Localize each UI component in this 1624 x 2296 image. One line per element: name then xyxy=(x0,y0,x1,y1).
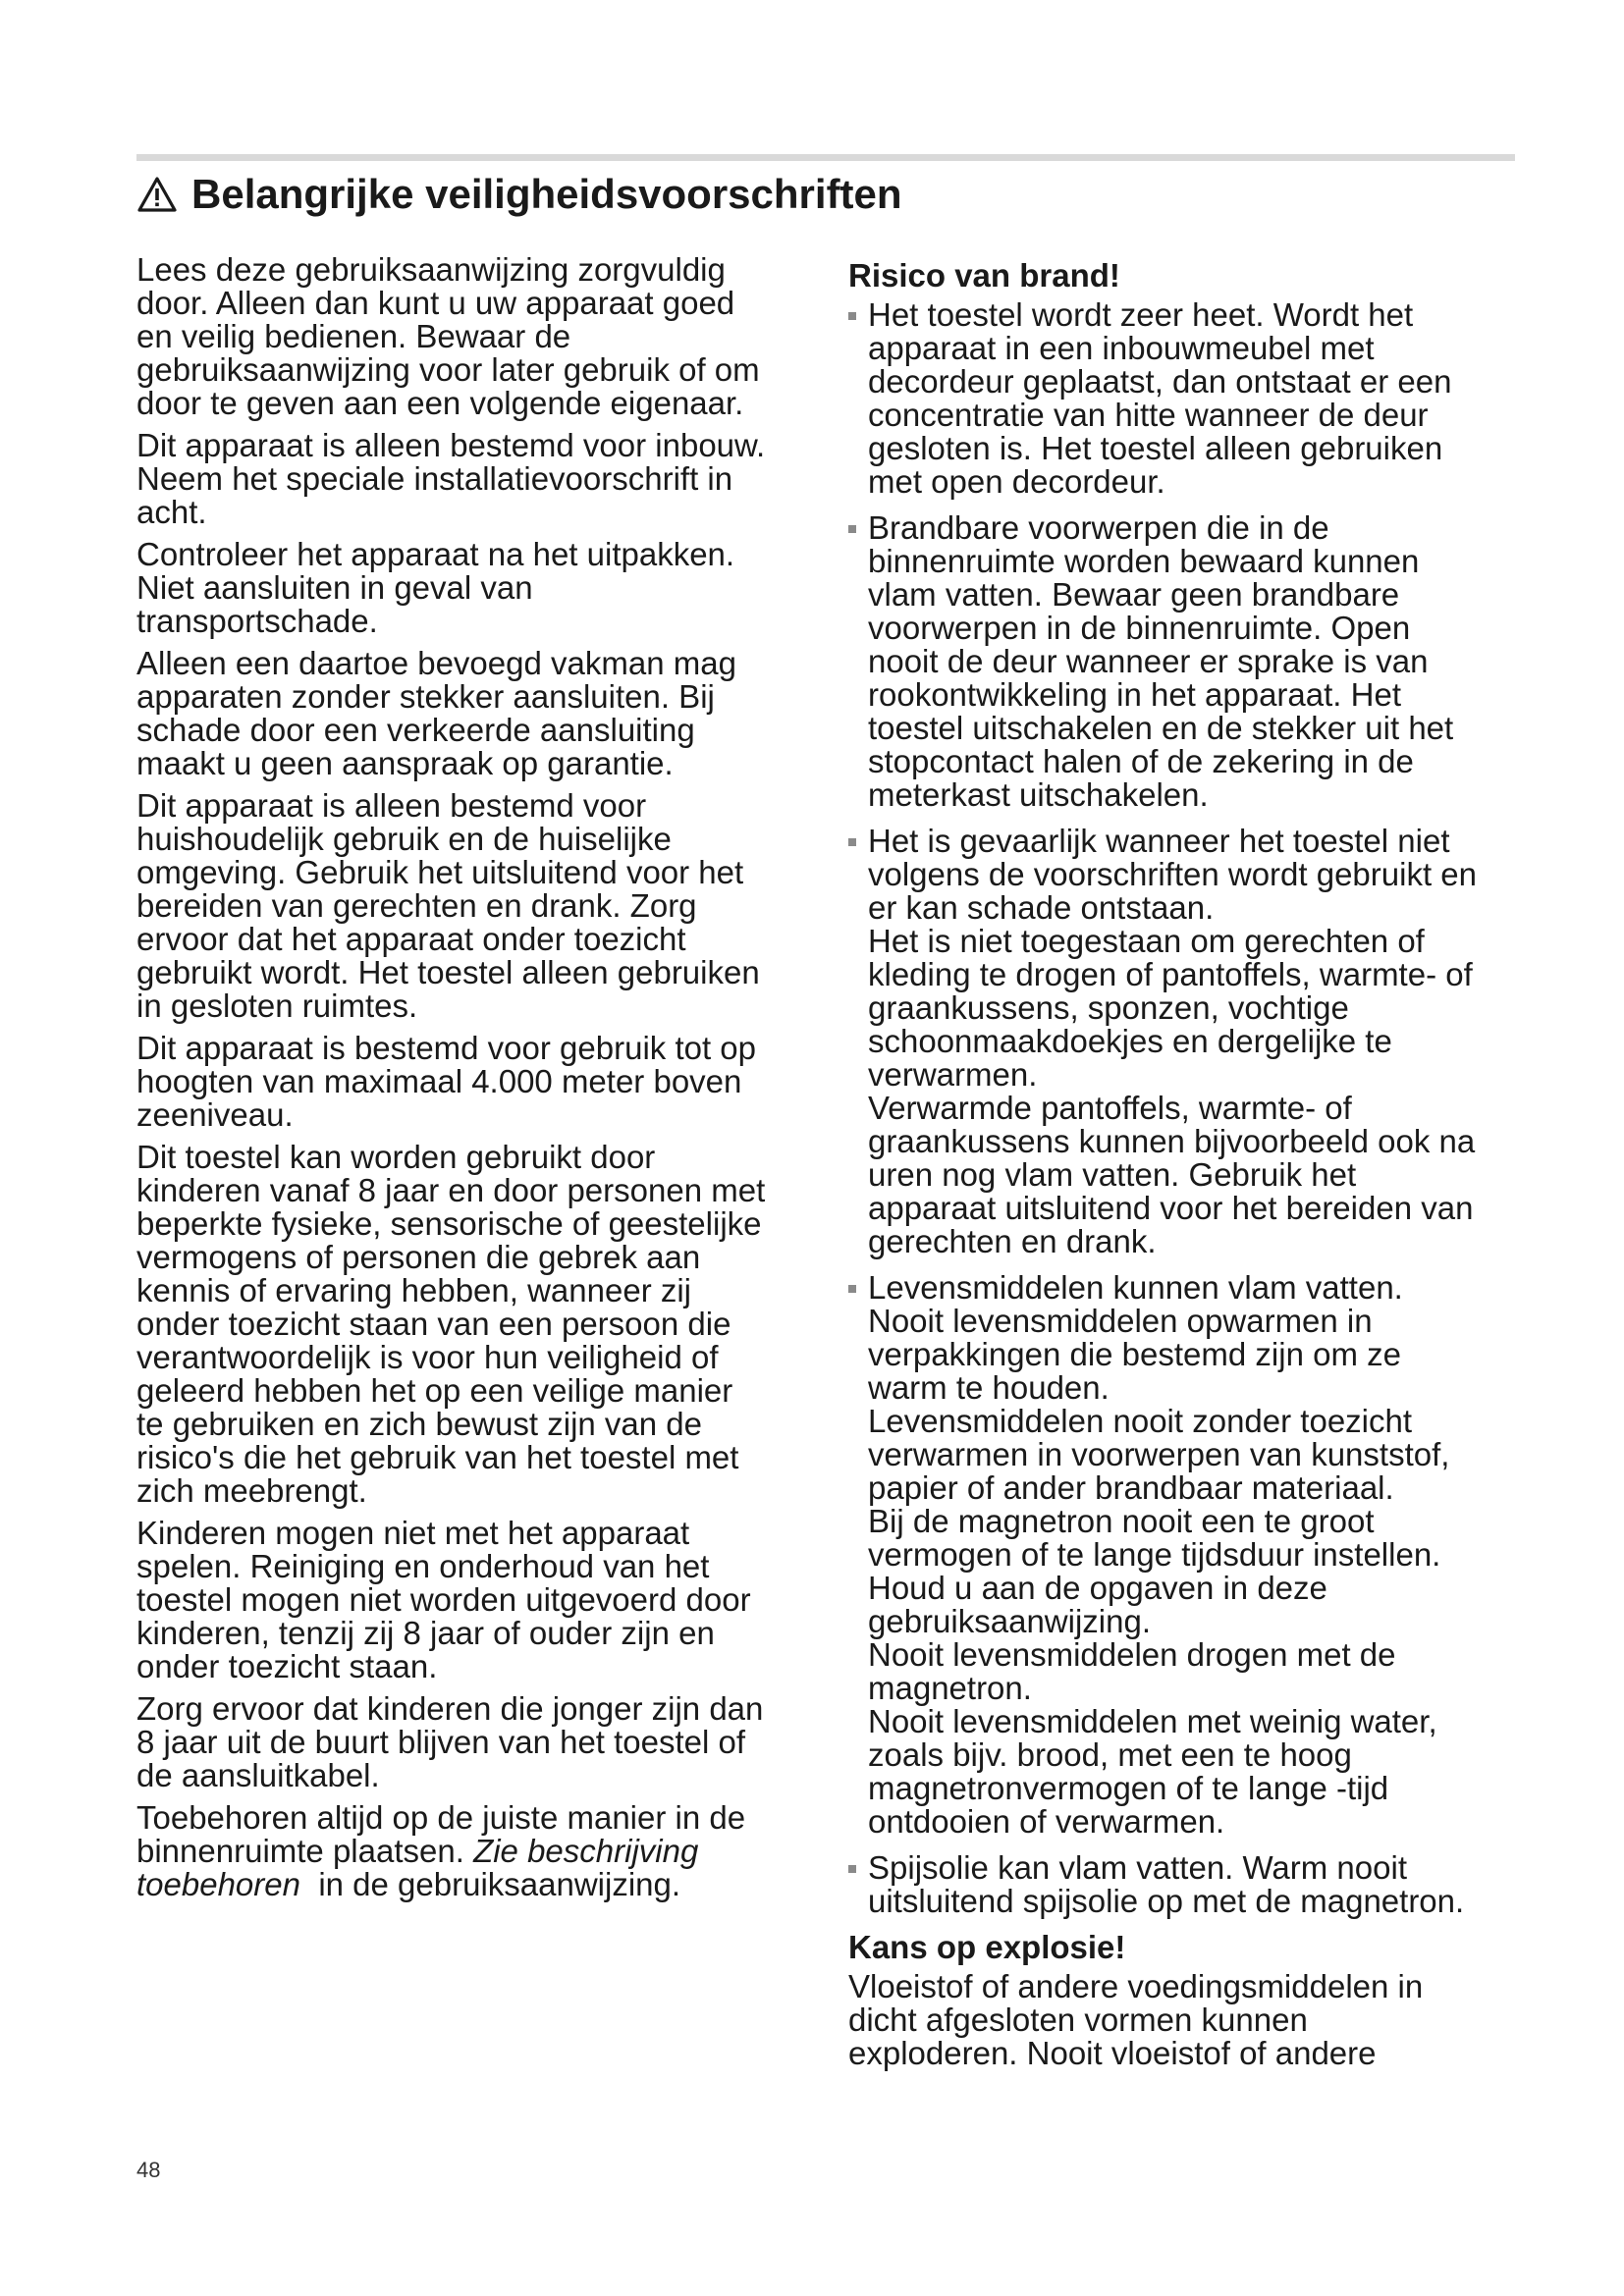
bullet-square-icon xyxy=(848,1285,856,1293)
text-line: beperkte fysieke, sensorische of geestelijke xyxy=(136,1205,762,1242)
text-line: Het is gevaarlijk wanneer het toestel niet xyxy=(868,823,1450,859)
text-line: Nooit levensmiddelen opwarmen in xyxy=(868,1303,1373,1339)
text-line: Het is niet toegestaan om gerechten of xyxy=(868,923,1425,959)
italic-reference: toebehoren xyxy=(136,1866,300,1902)
text-line: voorwerpen in de binnenruimte. Open xyxy=(868,610,1411,646)
text-line: uitsluitend spijsolie op met de magnetron. xyxy=(868,1883,1465,1919)
text-line: binnenruimte worden bewaard kunnen xyxy=(868,543,1420,579)
text-line: volgens de voorschriften wordt gebruikt en xyxy=(868,856,1478,892)
bullet-square-icon xyxy=(848,312,856,320)
text-line: hoogten van maximaal 4.000 meter boven xyxy=(136,1063,742,1099)
text-line: Zorg ervoor dat kinderen die jonger zijn dan xyxy=(136,1690,764,1727)
bullet-square-icon xyxy=(848,525,856,533)
text-line: gesloten is. Het toestel alleen gebruiken xyxy=(868,430,1443,466)
text-line: concentratie van hitte wanneer de deur xyxy=(868,397,1429,433)
text-line: rookontwikkeling in het apparaat. Het xyxy=(868,676,1401,713)
text-line: gebruiksaanwijzing. xyxy=(868,1603,1151,1639)
text-line: transportschade. xyxy=(136,603,378,639)
text-line xyxy=(136,1835,824,1868)
text-span: binnenruimte plaatsen. xyxy=(136,1833,474,1869)
text-line: gebruikt wordt. Het toestel alleen gebruiken xyxy=(136,954,760,990)
text-line: Het toestel wordt zeer heet. Wordt het xyxy=(868,296,1414,333)
text-line: Neem het speciale installatievoorschrift in xyxy=(136,460,733,497)
text-line: vermogen of te lange tijdsduur instellen. xyxy=(868,1536,1441,1573)
text-line: Bij de magnetron nooit een te groot xyxy=(868,1503,1375,1539)
bullet-item xyxy=(848,511,1516,812)
text-line: schoonmaakdoekjes en dergelijke te xyxy=(868,1023,1392,1059)
section-heading-fire: Risico van brand! xyxy=(848,257,1120,294)
text-line: graankussens kunnen bijvoorbeeld ook na xyxy=(868,1123,1476,1159)
text-line: onder toezicht staan. xyxy=(136,1648,438,1684)
paragraph xyxy=(136,1517,824,1683)
text-line: Nooit levensmiddelen met weinig water, xyxy=(868,1703,1437,1739)
text-line: door te geven aan een volgende eigenaar. xyxy=(136,385,744,421)
text-line: Dit apparaat is alleen bestemd voor inbouw. xyxy=(136,427,766,463)
text-line: Houd u aan de opgaven in deze xyxy=(868,1570,1327,1606)
text-line: verpakkingen die bestemd zijn om ze xyxy=(868,1336,1401,1372)
text-line: stopcontact halen of de zekering in de xyxy=(868,743,1414,779)
text-line: Verwarmde pantoffels, warmte- of xyxy=(868,1090,1352,1126)
text-line: onder toezicht staan van een persoon die xyxy=(136,1306,731,1342)
bullet-text xyxy=(868,825,1477,1258)
text-line: gebruiksaanwijzing voor later gebruik of om xyxy=(136,351,760,388)
paragraph xyxy=(136,1032,824,1132)
paragraph xyxy=(136,538,824,638)
text-line: Dit apparaat is alleen bestemd voor xyxy=(136,787,647,824)
text-line: omgeving. Gebruik het uitsluitend voor het xyxy=(136,854,744,890)
text-line: Dit apparaat is bestemd voor gebruik tot op xyxy=(136,1030,757,1066)
text-line: schade door een verkeerde aansluiting xyxy=(136,712,695,748)
text-line: Alleen een daartoe bevoegd vakman mag xyxy=(136,645,736,681)
paragraph xyxy=(136,1141,824,1508)
left-column xyxy=(136,253,824,1910)
text-line: Levensmiddelen kunnen vlam vatten. xyxy=(868,1269,1403,1306)
text-line: er kan schade ontstaan. xyxy=(868,889,1215,926)
text-line: bereiden van gerechten en drank. Zorg xyxy=(136,887,697,924)
text-line: graankussens, sponzen, vochtige xyxy=(868,989,1349,1026)
text-line: apparaat in een inbouwmeubel met xyxy=(868,330,1375,366)
paragraph xyxy=(136,647,824,780)
bullet-text xyxy=(868,298,1451,499)
page-title xyxy=(136,165,902,224)
text-line: geleerd hebben het op een veilige manier xyxy=(136,1372,733,1409)
text-line: te gebruiken en zich bewust zijn van de xyxy=(136,1406,703,1442)
warning-triangle-icon xyxy=(136,176,178,213)
right-column xyxy=(848,253,1516,2084)
text-line: vermogens of personen die gebrek aan xyxy=(136,1239,701,1275)
bullet-item xyxy=(848,825,1516,1258)
text-line: Brandbare voorwerpen die in de xyxy=(868,509,1329,546)
text-line: zeeniveau. xyxy=(136,1096,294,1133)
text-line: apparaat uitsluitend voor het bereiden van xyxy=(868,1190,1474,1226)
text-line: nooit de deur wanneer er sprake is van xyxy=(868,643,1429,679)
text-line: Controleer het apparaat na het uitpakken. xyxy=(136,536,735,572)
text-line: zoals bijv. brood, met een te hoog xyxy=(868,1736,1352,1773)
page-number: 48 xyxy=(136,2158,161,2182)
text-line: risico's die het gebruik van het toestel met xyxy=(136,1439,739,1475)
bullet-text xyxy=(868,511,1453,812)
text-line: meterkast uitschakelen. xyxy=(868,776,1209,813)
text-line: Spijsolie kan vlam vatten. Warm nooit xyxy=(868,1849,1407,1886)
text-line: magnetron. xyxy=(868,1670,1032,1706)
text-line: magnetronvermogen of te lange -tijd xyxy=(868,1770,1389,1806)
text-line: Levensmiddelen nooit zonder toezicht xyxy=(868,1403,1413,1439)
text-line: kleding te drogen of pantoffels, warmte- of xyxy=(868,956,1473,992)
paragraph xyxy=(136,789,824,1023)
text-line: decordeur geplaatst, dan ontstaat er een xyxy=(868,363,1452,400)
text-line: ontdooien of verwarmen. xyxy=(868,1803,1225,1840)
text-line: Lees deze gebruiksaanwijzing zorgvuldig xyxy=(136,251,726,288)
italic-reference: Zie beschrijving xyxy=(473,1833,699,1869)
bullet-item xyxy=(848,1271,1516,1839)
text-line: papier of ander brandbaar materiaal. xyxy=(868,1469,1394,1506)
text-line: spelen. Reiniging en onderhoud van het xyxy=(136,1548,710,1584)
text-line: door. Alleen dan kunt u uw apparaat goed xyxy=(136,285,735,321)
text-line: de aansluitkabel. xyxy=(136,1757,380,1793)
paragraph xyxy=(136,253,824,420)
text-line: huishoudelijk gebruik en de huiselijke xyxy=(136,821,672,857)
text-line: en veilig bedienen. Bewaar de xyxy=(136,318,571,354)
text-line: ervoor dat het apparaat onder toezicht xyxy=(136,921,686,957)
paragraph-accessories xyxy=(136,1801,824,1901)
paragraph xyxy=(848,1970,1516,2070)
text-line: maakt u geen aanspraak op garantie. xyxy=(136,745,674,781)
bullet-item xyxy=(848,298,1516,499)
text-line: gerechten en drank. xyxy=(868,1223,1157,1259)
section-heading-explosion: Kans op explosie! xyxy=(848,1929,1126,1965)
text-line: apparaten zonder stekker aansluiten. Bij xyxy=(136,678,715,715)
text-line: 8 jaar uit de buurt blijven van het toestel of xyxy=(136,1724,746,1760)
bullet-square-icon xyxy=(848,838,856,846)
text-line: dicht afgesloten vormen kunnen xyxy=(848,2002,1308,2038)
text-line: kinderen, tenzij zij 8 jaar of ouder zijn en xyxy=(136,1615,715,1651)
text-line: in gesloten ruimtes. xyxy=(136,988,418,1024)
text-line: zich meebrengt. xyxy=(136,1472,367,1509)
text-line: Dit toestel kan worden gebruikt door xyxy=(136,1139,656,1175)
bullet-square-icon xyxy=(848,1865,856,1873)
text-line: warm te houden. xyxy=(868,1369,1110,1406)
text-line: Vloeistof of andere voedingsmiddelen in xyxy=(848,1968,1424,2004)
paragraph xyxy=(136,1692,824,1792)
text-line: verwarmen in voorwerpen van kunststof, xyxy=(868,1436,1450,1472)
text-line: verantwoordelijk is voor hun veiligheid of xyxy=(136,1339,719,1375)
text-line: acht. xyxy=(136,494,207,530)
page-title-text: Belangrijke veiligheidsvoorschriften xyxy=(191,171,902,217)
text-line xyxy=(136,1868,824,1901)
bullet-text xyxy=(868,1271,1449,1839)
text-line: verwarmen. xyxy=(868,1056,1038,1093)
text-line: Niet aansluiten in geval van xyxy=(136,569,533,606)
bullet-item xyxy=(848,1851,1516,1918)
text-line: uren nog vlam vatten. Gebruik het xyxy=(868,1156,1357,1193)
top-rule xyxy=(136,154,1515,161)
paragraph xyxy=(136,429,824,529)
text-line: toestel mogen niet worden uitgevoerd door xyxy=(136,1581,751,1618)
text-line: kennis of ervaring hebben, wanneer zij xyxy=(136,1272,692,1308)
text-span: in de gebruiksaanwijzing. xyxy=(299,1866,681,1902)
text-line: vlam vatten. Bewaar geen brandbare xyxy=(868,576,1400,613)
bullet-text xyxy=(868,1851,1464,1918)
text-line: Nooit levensmiddelen drogen met de xyxy=(868,1636,1396,1673)
text-line: Kinderen mogen niet met het apparaat xyxy=(136,1515,690,1551)
text-line: Toebehoren altijd op de juiste manier in de xyxy=(136,1799,746,1836)
text-line: toestel uitschakelen en de stekker uit het xyxy=(868,710,1454,746)
text-line: kinderen vanaf 8 jaar en door personen met xyxy=(136,1172,766,1208)
text-line: met open decordeur. xyxy=(868,463,1165,500)
text-line: exploderen. Nooit vloeistof of andere xyxy=(848,2035,1377,2071)
